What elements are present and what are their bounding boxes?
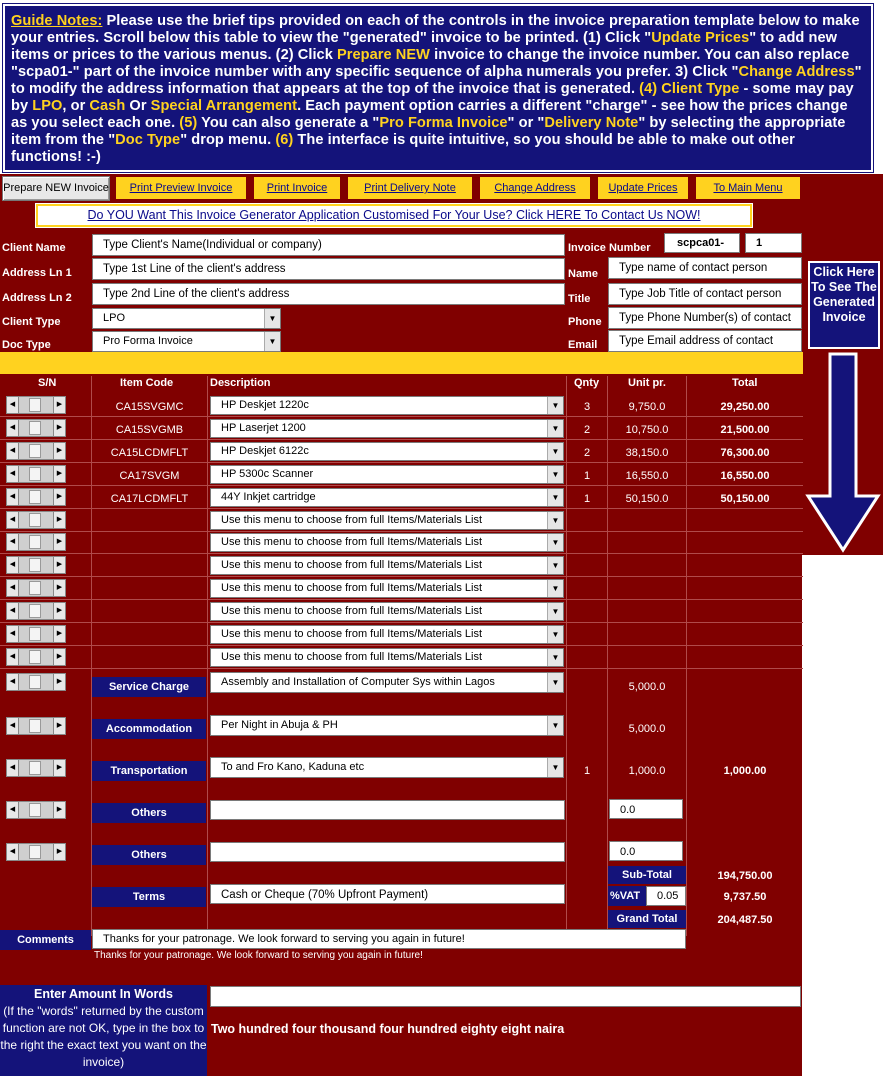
item-total: 21,500.00 xyxy=(720,424,770,436)
item-description-dropdown[interactable] xyxy=(210,488,564,507)
table-row xyxy=(0,623,803,646)
table-row xyxy=(0,509,803,532)
qty-header: Qnty xyxy=(574,377,600,389)
contact-phone-label: Phone xyxy=(568,316,602,328)
item-description: Use this menu to choose from full Items/Materials List xyxy=(221,628,483,640)
scroll-left-icon[interactable]: ◀ xyxy=(6,396,19,414)
client-name-input[interactable]: Type Client's Name(Individual or company) xyxy=(92,234,565,256)
scroll-right-icon[interactable]: ▶ xyxy=(53,602,66,620)
item-total: 29,250.00 xyxy=(720,401,770,413)
item-description-dropdown[interactable] xyxy=(210,556,564,575)
item-unit-price: 50,150.0 xyxy=(625,493,669,505)
guide-text: Please use the brief tips provided on each of the controls in the invoice preparation template below to make your entries. Scroll below this table to view the "generated" invoice to be printed. (1) Click " xyxy=(11,13,860,46)
scroll-left-icon[interactable]: ◀ xyxy=(6,533,19,551)
item-qty: 2 xyxy=(583,424,591,436)
item-unit-price: 38,150.0 xyxy=(625,447,669,459)
scroll-right-icon[interactable]: ▶ xyxy=(53,579,66,597)
item-description: Use this menu to choose from full Items/Materials List xyxy=(221,582,483,594)
row-spinner[interactable] xyxy=(6,579,66,597)
row-spinner[interactable] xyxy=(6,419,66,437)
amount-in-words-result: Two hundred four thousand four hundred eighty eight naira xyxy=(211,1022,565,1036)
right-margin xyxy=(802,555,883,1076)
guide-highlight: Doc Type xyxy=(115,132,181,148)
scroll-right-icon[interactable]: ▶ xyxy=(53,533,66,551)
scroll-left-icon[interactable]: ◀ xyxy=(6,648,19,666)
chevron-down-icon[interactable]: ▼ xyxy=(547,443,563,460)
guide-text: " drop menu. xyxy=(180,132,276,148)
scroll-right-icon[interactable]: ▶ xyxy=(53,396,66,414)
spinner-track[interactable] xyxy=(19,556,53,574)
chevron-down-icon[interactable]: ▼ xyxy=(547,397,563,414)
row-spinner[interactable] xyxy=(6,625,66,643)
chevron-down-icon[interactable]: ▼ xyxy=(547,512,563,529)
item-description: Use this menu to choose from full Items/Materials List xyxy=(221,651,483,663)
see-generated-invoice-button[interactable]: Click Here To See The Generated Invoice xyxy=(808,261,880,349)
guide-text: The interface is quite intuitive, so you should be able to make out other functions! :-) xyxy=(11,132,795,165)
item-description-dropdown[interactable] xyxy=(210,396,564,415)
row-spinner[interactable] xyxy=(6,511,66,529)
guide-highlight: (4) Client Type xyxy=(639,81,740,97)
item-qty: 1 xyxy=(583,470,591,482)
item-description-dropdown[interactable] xyxy=(210,625,564,644)
guide-highlight: Change Address xyxy=(738,64,855,80)
change-address-button[interactable]: Change Address xyxy=(480,177,590,199)
contact-title-input[interactable]: Type Job Title of contact person xyxy=(608,283,802,305)
item-description-dropdown[interactable] xyxy=(210,579,564,598)
item-description: HP Deskjet 6122c xyxy=(221,445,309,457)
guide-text: Or xyxy=(125,98,151,114)
spinner-track[interactable] xyxy=(19,511,53,529)
scroll-left-icon[interactable]: ◀ xyxy=(6,419,19,437)
chevron-down-icon[interactable]: ▼ xyxy=(264,332,280,351)
accommodation-dropdown[interactable] xyxy=(210,715,564,736)
terms-input[interactable]: Cash or Cheque (70% Upfront Payment) xyxy=(210,884,565,904)
scroll-right-icon[interactable]: ▶ xyxy=(53,419,66,437)
description-header: Description xyxy=(210,377,271,389)
others1-value-input[interactable]: 0.0 xyxy=(609,799,683,819)
chevron-down-icon[interactable]: ▼ xyxy=(547,534,563,551)
spinner-track[interactable] xyxy=(19,396,53,414)
chevron-down-icon[interactable]: ▼ xyxy=(264,309,280,328)
contact-email-label: Email xyxy=(568,339,598,351)
chevron-down-icon[interactable]: ▼ xyxy=(547,420,563,437)
spinner-track[interactable] xyxy=(19,442,53,460)
chevron-down-icon[interactable]: ▼ xyxy=(547,603,563,620)
table-row xyxy=(0,531,803,554)
item-unit-price: 9,750.0 xyxy=(628,401,666,413)
row-spinner[interactable] xyxy=(6,465,66,483)
chevron-down-icon[interactable]: ▼ xyxy=(547,673,563,692)
amount-in-words-label: Enter Amount In Words xyxy=(34,987,173,1001)
row-spinner[interactable] xyxy=(6,556,66,574)
print-invoice-button[interactable]: Print Invoice xyxy=(254,177,340,199)
scroll-right-icon[interactable]: ▶ xyxy=(53,465,66,483)
spinner-track[interactable] xyxy=(19,648,53,666)
item-total: 76,300.00 xyxy=(720,447,770,459)
guide-highlight: Special Arrangement xyxy=(150,98,298,114)
guide-text: You can also generate a " xyxy=(197,115,380,131)
table-row xyxy=(0,600,803,623)
scroll-right-icon[interactable]: ▶ xyxy=(53,625,66,643)
item-qty: 1 xyxy=(583,493,591,505)
vat-rate-input[interactable]: 0.05 xyxy=(646,886,686,906)
item-description: HP Deskjet 1220c xyxy=(221,399,309,411)
transportation-qty: 1 xyxy=(583,765,591,777)
to-main-menu-button[interactable]: To Main Menu xyxy=(696,177,800,199)
item-description-dropdown[interactable] xyxy=(210,511,564,530)
guide-highlight: (5) xyxy=(179,115,198,131)
spinner-track[interactable] xyxy=(19,625,53,643)
item-code: CA17LCDMFLT xyxy=(110,493,189,505)
grand-total-label: Grand Total xyxy=(608,910,686,928)
spinner-track[interactable] xyxy=(19,602,53,620)
total-header: Total xyxy=(732,377,758,389)
table-row xyxy=(0,463,803,486)
item-description: HP Laserjet 1200 xyxy=(221,422,306,434)
guide-highlight: Delivery Note xyxy=(544,115,639,131)
table-row xyxy=(0,554,803,577)
chevron-down-icon[interactable]: ▼ xyxy=(547,466,563,483)
update-prices-button[interactable]: Update Prices xyxy=(598,177,688,199)
item-description-dropdown[interactable] xyxy=(210,442,564,461)
doc-type-label: Doc Type xyxy=(2,339,51,351)
contact-phone-input[interactable]: Type Phone Number(s) of contact xyxy=(608,307,802,329)
accommodation-unit-price: 5,000.0 xyxy=(628,723,666,735)
promo-text[interactable]: Do YOU Want This Invoice Generator Application Customised For Your Use? Click HERE To Contact Us NOW! xyxy=(38,206,750,225)
item-description-dropdown[interactable] xyxy=(210,533,564,552)
service-charge-dropdown[interactable] xyxy=(210,672,564,693)
row-spinner[interactable] xyxy=(6,442,66,460)
row-spinner[interactable] xyxy=(6,533,66,551)
contact-name-label: Name xyxy=(568,268,598,280)
item-qty: 2 xyxy=(583,447,591,459)
item-total: 16,550.00 xyxy=(720,470,770,482)
item-qty: 3 xyxy=(583,401,591,413)
accommodation-value: Per Night in Abuja & PH xyxy=(221,719,338,731)
doc-type-dropdown[interactable] xyxy=(92,331,281,352)
scroll-left-icon[interactable]: ◀ xyxy=(6,442,19,460)
down-arrow-icon xyxy=(804,350,882,555)
item-code: CA15SVGMB xyxy=(115,424,184,436)
amount-in-words-input[interactable] xyxy=(210,986,801,1007)
item-description: Use this menu to choose from full Items/Materials List xyxy=(221,559,483,571)
contact-name-input[interactable]: Type name of contact person xyxy=(608,257,802,279)
print-preview-invoice-button[interactable]: Print Preview Invoice xyxy=(116,177,246,199)
guide-text: . Each payment option carries a different "charge" - see how the prices change as you select each one. xyxy=(11,98,848,131)
others2-spinner[interactable]: ◀ ▶ xyxy=(6,843,66,861)
table-row xyxy=(0,394,803,417)
section-divider-bar xyxy=(0,352,803,374)
client-type-value: LPO xyxy=(103,312,126,324)
accommodation-spinner[interactable]: ◀ ▶ xyxy=(6,717,66,735)
scroll-right-icon[interactable]: ▶ xyxy=(53,442,66,460)
others1-label: Others xyxy=(92,803,206,823)
spinner-track[interactable] xyxy=(19,533,53,551)
vat-value: 9,737.50 xyxy=(723,891,767,903)
address-line2-label: Address Ln 2 xyxy=(2,292,72,304)
others1-description-input[interactable] xyxy=(210,800,565,820)
guide-highlight: Cash xyxy=(89,98,126,114)
item-total: 50,150.00 xyxy=(720,493,770,505)
chevron-down-icon[interactable]: ▼ xyxy=(547,758,563,777)
address-line1-label: Address Ln 1 xyxy=(2,267,72,279)
scroll-right-icon[interactable]: ▶ xyxy=(53,488,66,506)
guide-text: " by selecting the appropriate item from the " xyxy=(11,115,846,148)
guide-text: invoice to change the invoice number. You can also replace "scpa01-" part of the invoice number with any specific sequence of alpha numerals you prefer. 3) Click " xyxy=(11,47,850,80)
table-row xyxy=(0,577,803,600)
item-description-dropdown[interactable] xyxy=(210,419,564,438)
guide-text: " to add new items or prices to the various menus. (2) Click xyxy=(11,30,838,63)
amount-in-words-note: (If the "words" returned by the custom function are not OK, type in the box to the right the exact text you want on the invoice) xyxy=(0,1004,207,1069)
chevron-down-icon[interactable]: ▼ xyxy=(547,649,563,666)
service-charge-value: Assembly and Installation of Computer Sys within Lagos xyxy=(221,676,495,688)
unit-price-header: Unit pr. xyxy=(628,377,666,389)
chevron-down-icon[interactable]: ▼ xyxy=(547,626,563,643)
others2-value-input[interactable]: 0.0 xyxy=(609,841,683,861)
invoice-number-label: Invoice Number xyxy=(568,242,651,254)
guide-highlight: LPO xyxy=(32,98,63,114)
row-spinner[interactable] xyxy=(6,396,66,414)
transportation-value: To and Fro Kano, Kaduna etc xyxy=(221,761,365,773)
item-description: Use this menu to choose from full Items/Materials List xyxy=(221,536,483,548)
transportation-total: 1,000.00 xyxy=(723,765,767,777)
address-line2-input[interactable]: Type 2nd Line of the client's address xyxy=(92,283,565,305)
subtotal-label: Sub-Total xyxy=(608,866,686,884)
customise-promo-link[interactable] xyxy=(36,204,752,227)
subtotal-value: 194,750.00 xyxy=(717,870,773,882)
invoice-prefix-input[interactable]: scpca01- xyxy=(664,233,740,253)
transportation-spinner[interactable]: ◀ ▶ xyxy=(6,759,66,777)
scroll-left-icon[interactable]: ◀ xyxy=(6,556,19,574)
guide-highlight: Update Prices xyxy=(651,30,750,46)
terms-label: Terms xyxy=(92,887,206,907)
others1-spinner[interactable]: ◀ ▶ xyxy=(6,801,66,819)
guide-highlight: (6) xyxy=(275,132,294,148)
table-row xyxy=(0,440,803,463)
comments-echo: Thanks for your patronage. We look forward to serving you again in future! xyxy=(94,950,423,961)
contact-email-input[interactable]: Type Email address of contact xyxy=(608,330,802,352)
spinner-track[interactable] xyxy=(19,488,53,506)
item-description: Use this menu to choose from full Items/Materials List xyxy=(221,514,483,526)
amount-in-words-panel xyxy=(0,985,207,1076)
table-row xyxy=(0,486,803,509)
address-line1-input[interactable]: Type 1st Line of the client's address xyxy=(92,258,565,280)
table-row xyxy=(0,417,803,440)
guide-notes xyxy=(3,4,873,172)
item-description: Use this menu to choose from full Items/Materials List xyxy=(221,605,483,617)
client-name-label: Client Name xyxy=(2,242,66,254)
item-code-header: Item Code xyxy=(120,377,174,389)
scroll-left-icon[interactable]: ◀ xyxy=(6,579,19,597)
scroll-right-icon[interactable]: ▶ xyxy=(53,511,66,529)
scroll-right-icon[interactable]: ▶ xyxy=(53,648,66,666)
item-description-dropdown[interactable] xyxy=(210,465,564,484)
contact-title-label: Title xyxy=(568,293,591,305)
others2-description-input[interactable] xyxy=(210,842,565,862)
item-code: CA17SVGM xyxy=(119,470,180,482)
spinner-track[interactable] xyxy=(19,465,53,483)
chevron-down-icon[interactable]: ▼ xyxy=(547,716,563,735)
service-unit-price: 5,000.0 xyxy=(628,681,666,693)
doc-type-value: Pro Forma Invoice xyxy=(103,335,193,347)
invoice-number-input[interactable]: 1 xyxy=(745,233,802,253)
scroll-left-icon[interactable]: ◀ xyxy=(6,465,19,483)
scroll-left-icon[interactable]: ◀ xyxy=(6,488,19,506)
service-charge-label: Service Charge xyxy=(92,677,206,697)
client-type-dropdown[interactable] xyxy=(92,308,281,329)
item-description: HP 5300c Scanner xyxy=(221,468,314,480)
item-description-dropdown[interactable] xyxy=(210,602,564,621)
row-spinner[interactable] xyxy=(6,648,66,666)
chevron-down-icon[interactable]: ▼ xyxy=(547,489,563,506)
spinner-track[interactable] xyxy=(19,419,53,437)
guide-highlight: Prepare NEW xyxy=(337,47,431,63)
chevron-down-icon[interactable]: ▼ xyxy=(547,557,563,574)
comments-input[interactable]: Thanks for your patronage. We look forward to serving you again in future! xyxy=(92,929,686,949)
row-spinner[interactable] xyxy=(6,488,66,506)
others2-label: Others xyxy=(92,845,206,865)
scroll-left-icon[interactable]: ◀ xyxy=(6,625,19,643)
guide-text: , or xyxy=(62,98,90,114)
guide-highlight: Pro Forma Invoice xyxy=(379,115,508,131)
print-delivery-note-button[interactable]: Print Delivery Note xyxy=(348,177,472,199)
scroll-left-icon[interactable]: ◀ xyxy=(6,602,19,620)
item-code: CA15LCDMFLT xyxy=(110,447,189,459)
transportation-dropdown[interactable] xyxy=(210,757,564,778)
client-type-label: Client Type xyxy=(2,316,61,328)
spinner-track[interactable] xyxy=(19,579,53,597)
item-description: 44Y Inkjet cartridge xyxy=(221,491,316,503)
prepare-new-invoice-button[interactable]: Prepare NEW Invoice xyxy=(2,176,110,201)
transportation-label: Transportation xyxy=(92,761,206,781)
transportation-unit-price: 1,000.0 xyxy=(628,765,666,777)
guide-title: Guide Notes: xyxy=(11,13,103,29)
sn-header: S/N xyxy=(38,377,57,389)
chevron-down-icon[interactable]: ▼ xyxy=(547,580,563,597)
vat-label: %VAT xyxy=(608,886,646,906)
accommodation-label: Accommodation xyxy=(92,719,206,739)
grand-total-value: 204,487.50 xyxy=(717,914,773,926)
guide-text: - some may pay by xyxy=(11,81,854,114)
service-spinner[interactable]: ◀ ▶ xyxy=(6,673,66,691)
scroll-right-icon[interactable]: ▶ xyxy=(53,556,66,574)
guide-text: " to modify the address information that appears at the top of the invoice that is generated. xyxy=(11,64,862,97)
item-code: CA15SVGMC xyxy=(115,401,184,413)
item-unit-price: 10,750.0 xyxy=(625,424,669,436)
item-unit-price: 16,550.0 xyxy=(625,470,669,482)
scroll-left-icon[interactable]: ◀ xyxy=(6,511,19,529)
comments-label: Comments xyxy=(0,930,91,950)
row-spinner[interactable] xyxy=(6,602,66,620)
guide-text: " or " xyxy=(507,115,545,131)
